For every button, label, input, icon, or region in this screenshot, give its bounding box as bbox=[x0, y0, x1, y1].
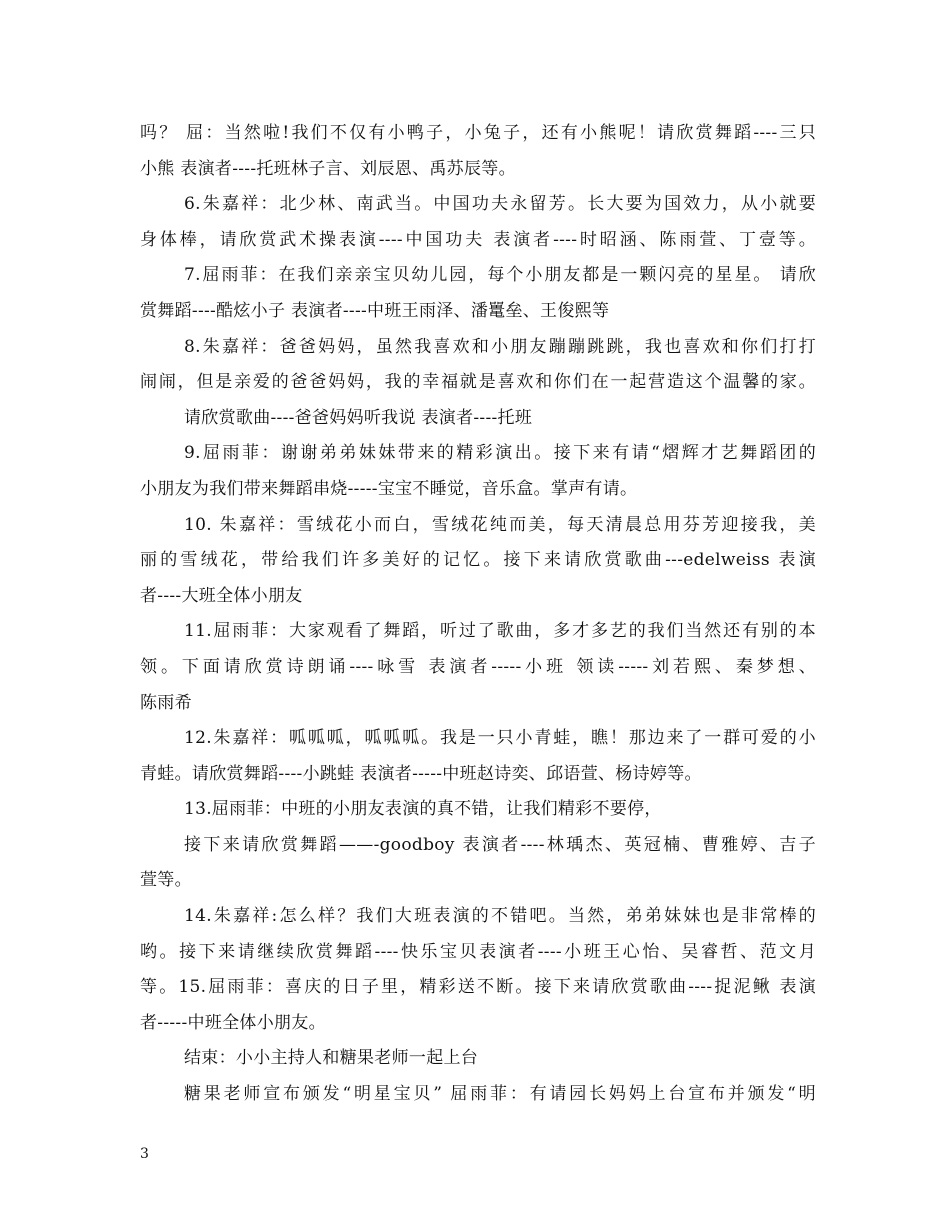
text-line: 结束：小小主持人和糖果老师一起上台 bbox=[184, 1048, 479, 1069]
text-line: 6.朱嘉祥：北少林、南武当。中国功夫永留芳。长大要为国效力，从小就要 bbox=[184, 194, 816, 215]
text-line: 闹闹，但是亲爱的爸爸妈妈，我的幸福就是喜欢和你们在一起营造这个温馨的家。 bbox=[140, 372, 816, 393]
text-line: 萱等。 bbox=[140, 870, 192, 891]
text-line: 身体棒，请欣赏武术操表演----中国功夫 表演者----时昭涵、陈雨萱、丁壹等。 bbox=[140, 229, 816, 250]
text-line: 接下来请欣赏舞蹈——-goodboy 表演者----林瑀杰、英冠楠、曹雅婷、吉子 bbox=[184, 834, 816, 855]
text-line: 9.屈雨菲：谢谢弟弟妹妹带来的精彩演出。接下来有请“熠辉才艺舞蹈团的 bbox=[184, 443, 816, 464]
text-line: 11.屈雨菲：大家观看了舞蹈，听过了歌曲，多才多艺的我们当然还有别的本 bbox=[184, 621, 816, 642]
text-line: 10. 朱嘉祥：雪绒花小而白，雪绒花纯而美，每天清晨总用芬芳迎接我，美 bbox=[184, 514, 816, 535]
text-line: 者----大班全体小朋友 bbox=[140, 585, 303, 606]
text-line: 等。15.屈雨菲：喜庆的日子里，精彩送不断。接下来请欣赏歌曲----捉泥鳅 表演 bbox=[140, 977, 816, 998]
document-body bbox=[140, 116, 816, 1113]
text-line: 小朋友为我们带来舞蹈串烧-----宝宝不睡觉，音乐盒。掌声有请。 bbox=[140, 478, 638, 499]
text-line: 12.朱嘉祥：呱呱呱，呱呱呱。我是一只小青蛙，瞧！那边来了一群可爱的小 bbox=[184, 728, 816, 749]
text-line: 青蛙。请欣赏舞蹈----小跳蛙 表演者-----中班赵诗奕、邱语萱、杨诗婷等。 bbox=[140, 763, 702, 784]
text-line: 领。下面请欣赏诗朗诵----咏雪 表演者-----小班 领读-----刘若熙、秦梦想、 bbox=[140, 656, 816, 677]
text-line: 13.屈雨菲：中班的小朋友表演的真不错，让我们精彩不要停， bbox=[184, 799, 662, 820]
text-line: 请欣赏歌曲----爸爸妈妈听我说 表演者----托班 bbox=[184, 407, 533, 428]
text-line: 丽的雪绒花，带给我们许多美好的记忆。接下来请欣赏歌曲---edelweiss 表演 bbox=[140, 550, 816, 571]
text-line: 吗？ 屈：当然啦!我们不仅有小鸭子，小兔子，还有小熊呢！请欣赏舞蹈----三只 bbox=[140, 123, 816, 143]
text-line: 8.朱嘉祥：爸爸妈妈，虽然我喜欢和小朋友蹦蹦跳跳，我也喜欢和你们打打 bbox=[184, 336, 816, 357]
text-line: 陈雨希 bbox=[140, 692, 192, 713]
page-number: 3 bbox=[140, 1146, 149, 1162]
text-line: 哟。接下来请继续欣赏舞蹈----快乐宝贝表演者----小班王心怡、吴睿哲、范文月 bbox=[140, 941, 816, 962]
text-line: 7.屈雨菲：在我们亲亲宝贝幼儿园，每个小朋友都是一颗闪亮的星星。 请欣 bbox=[184, 265, 816, 286]
text-line: 糖果老师宣布颁发“明星宝贝” 屈雨菲：有请园长妈妈上台宣布并颁发“明 bbox=[184, 1084, 816, 1105]
text-line: 小熊 表演者----托班林子言、刘辰恩、禹苏辰等。 bbox=[140, 158, 516, 179]
text-line: 者-----中班全体小朋友。 bbox=[140, 1012, 326, 1033]
text-line: 14.朱嘉祥:怎么样？我们大班表演的不错吧。当然，弟弟妹妹也是非常棒的 bbox=[184, 906, 816, 927]
text-line: 赏舞蹈----酷炫小子 表演者----中班王雨泽、潘鼍垒、王俊熙等 bbox=[140, 300, 610, 321]
